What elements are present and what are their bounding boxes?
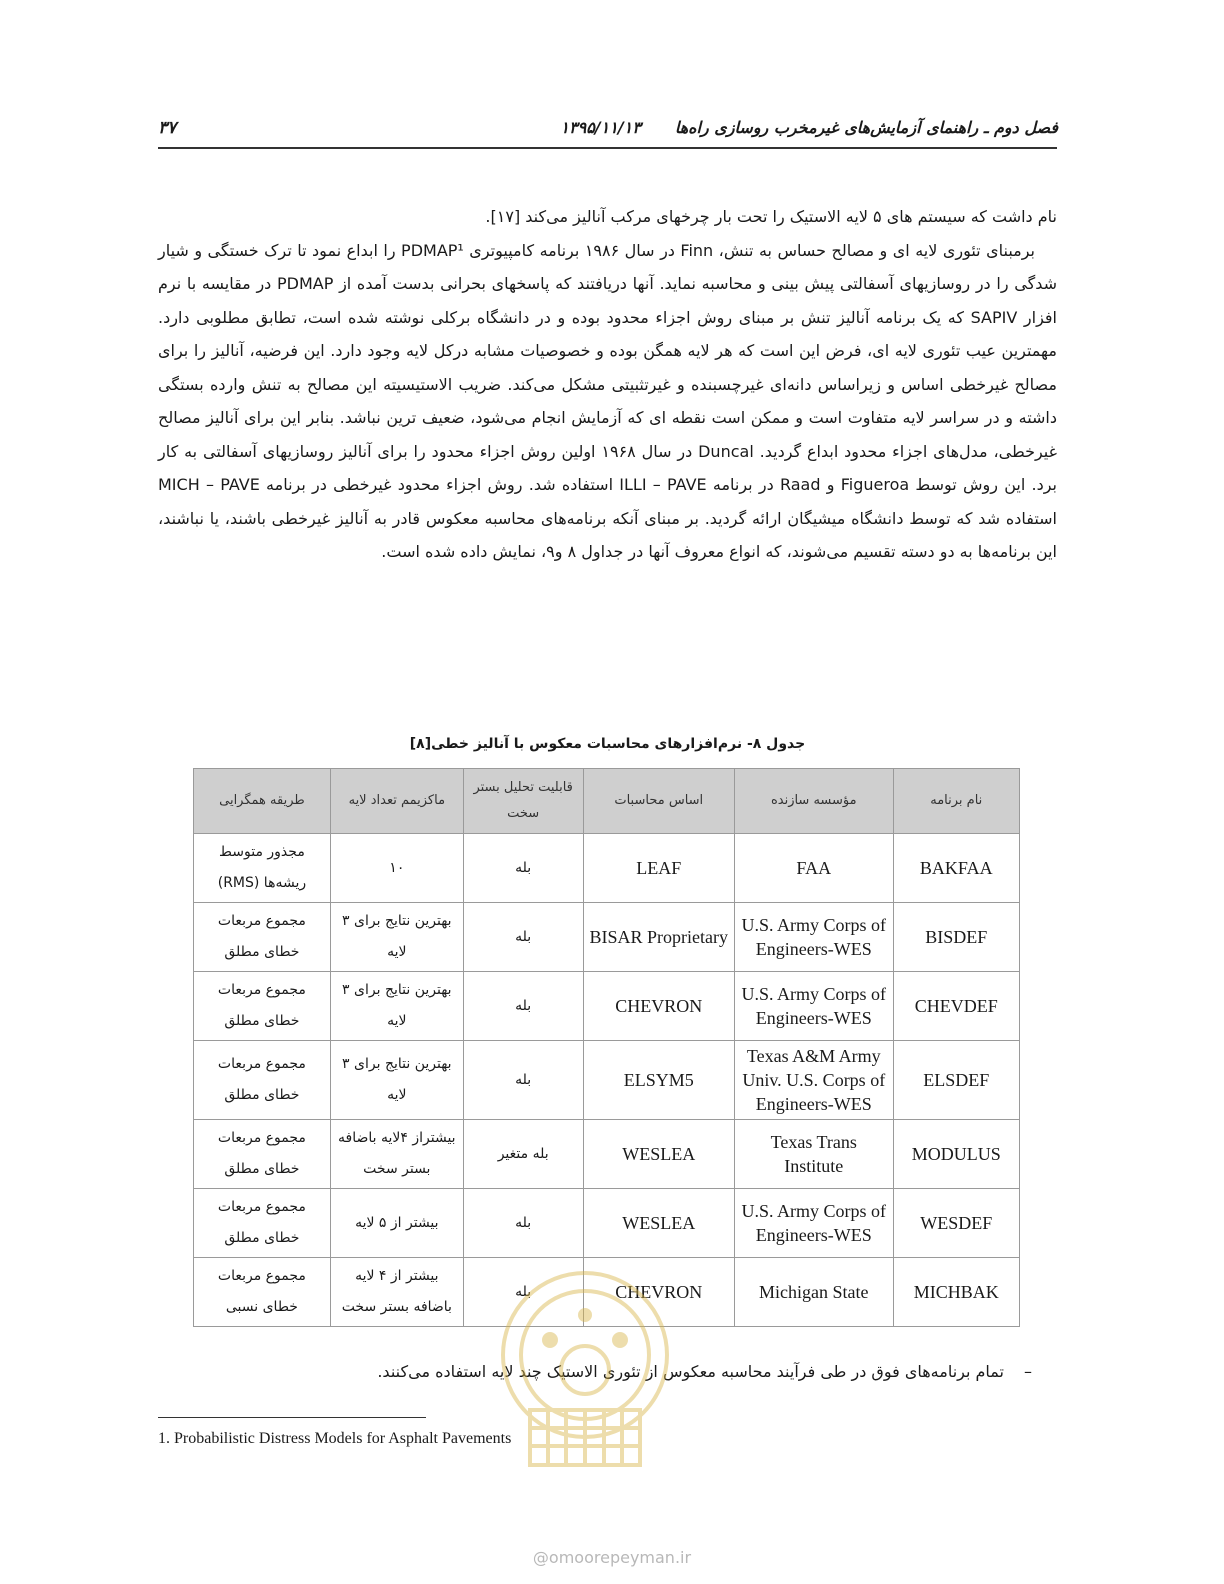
max-layers-cell: بهترین نتایج برای ۳ لایه <box>330 972 463 1041</box>
program-name-cell: BAKFAA <box>893 834 1019 903</box>
watermark-url-text: omoorepeyman.ir <box>548 1548 692 1567</box>
bullet-note-text: تمام برنامه‌های فوق در طی فرآیند محاسبه معکوس از تئوری الاستیک چند لایه استفاده می‌کنند. <box>377 1362 1004 1381</box>
max-layers-cell: بهترین نتایج برای ۳ لایه <box>330 1041 463 1120</box>
bedrock-capability-cell: بله <box>463 834 583 903</box>
footnote: 1. Probabilistic Distress Models for Asphalt Pavements <box>158 1430 512 1447</box>
table-row <box>194 1120 1020 1189</box>
convergence-method-cell: مجموع مربعات خطای نسبی <box>194 1258 331 1327</box>
max-layers-cell: بیشتر از ۴ لایه باضافه بستر سخت <box>330 1258 463 1327</box>
program-name-cell: WESDEF <box>893 1189 1019 1258</box>
column-header: نام برنامه <box>893 769 1019 834</box>
column-header: مؤسسه سازنده <box>735 769 894 834</box>
institution-cell: U.S. Army Corps of Engineers-WES <box>735 903 894 972</box>
column-header: قابلیت تحلیل بستر سخت <box>463 769 583 834</box>
max-layers-cell: بهترین نتایج برای ۳ لایه <box>330 903 463 972</box>
column-header: اساس محاسبات <box>583 769 734 834</box>
institution-cell: U.S. Army Corps of Engineers-WES <box>735 1189 894 1258</box>
table-row <box>194 972 1020 1041</box>
institution-cell: Texas Trans Institute <box>735 1120 894 1189</box>
table-row <box>194 834 1020 903</box>
calculation-basis-cell: ELSYM5 <box>583 1041 734 1120</box>
page-number: ۳۷ <box>158 118 177 138</box>
paragraph: برمبنای تئوری لایه ای و مصالح حساس به تنش، Finn در سال ۱۹۸۶ برنامه کامپیوتری PDMAP¹ را ابداع نمود تا ترک خستگی و شیار شدگی را در روسازیهای آسفالتی پیش بینی و محاسبه نماید. آنها دریافتند که پاسخهای بحرانی بدست آمده از PDMAP در مقایسه با نرم افزار SAPIV که یک برنامه آنالیز تنش بر مبنای روش اجزاء محدود بوده و در دانشگاه برکلی نوشته شده است، تطابق مطلوبی دارد. مهمترین عیب تئوری لایه ای، فرض این است که هر لایه همگن بوده و خصوصیات مشابه درکل لایه وجود دارد. این فرضیه، آنالیز را برای مصالح غیرخطی اساس و زیراساس دانه‌ای غیرچسبنده و غیرتثبیتی مشکل می‌کند. ضریب الاستیسیته این مصالح به تنش وارده بستگی داشته و در سراسر لایه متفاوت است و ممکن است نقطه ای که آزمایش انجام می‌شود، ضعیف ترین نباشد. بنابر این برای آنالیز مصالح غیرخطی، مدل‌های اجزاء محدود ابداع گردید. Duncal در سال ۱۹۶۸ اولین روش اجزاء محدود را برای آنالیز روسازیهای آسفالتی به کار برد. این روش توسط Figueroa و Raad در برنامه ILLI – PAVE استفاده شد. روش اجزاء محدود غیرخطی در برنامه MICH – PAVE استفاده شد که توسط دانشگاه میشیگان ارائه گردید. بر مبنای آنکه برنامه‌های محاسبه معکوس قادر به آنالیز غیرخطی باشند، یا نباشند، این برنامه‌ها به دو دسته تقسیم می‌شوند، که انواع معروف آنها در جداول ۸ و۹، نمایش داده شده است. <box>158 240 1058 561</box>
calculation-basis-cell: LEAF <box>583 834 734 903</box>
max-layers-cell: بیشتراز ۴لایه باضافه بستر سخت <box>330 1120 463 1189</box>
table-row <box>194 1189 1020 1258</box>
table-row <box>194 903 1020 972</box>
header-date: ۱۳۹۵/۱۱/۱۳ <box>560 118 641 137</box>
calculation-basis-cell: CHEVRON <box>583 972 734 1041</box>
program-name-cell: MODULUS <box>893 1120 1019 1189</box>
program-name-cell: ELSDEF <box>893 1041 1019 1120</box>
convergence-method-cell: مجموع مربعات خطای مطلق <box>194 1120 331 1189</box>
max-layers-cell: ۱۰ <box>330 834 463 903</box>
watermark-symbol: @ <box>532 1548 549 1567</box>
program-name-cell: CHEVDEF <box>893 972 1019 1041</box>
institution-cell: U.S. Army Corps of Engineers-WES <box>735 972 894 1041</box>
watermark-url <box>0 1548 1224 1567</box>
bedrock-capability-cell: بله <box>463 1041 583 1120</box>
column-header: ماکزیمم تعداد لایه <box>330 769 463 834</box>
chapter-title: فصل دوم ـ راهنمای آزمایش‌های غیرمخرب روسازی راه‌ها <box>674 118 1058 137</box>
convergence-method-cell: مجموع مربعات خطای مطلق <box>194 903 331 972</box>
institution-cell: Texas A&M Army Univ. U.S. Corps of Engineers-WES <box>735 1041 894 1120</box>
calculation-basis-cell: WESLEA <box>583 1120 734 1189</box>
bedrock-capability-cell: بله متغیر <box>463 1120 583 1189</box>
bullet-dash: – <box>1024 1362 1032 1381</box>
institution-cell: Michigan State <box>735 1258 894 1327</box>
institution-cell: FAA <box>735 834 894 903</box>
bedrock-capability-cell: بله <box>463 1258 583 1327</box>
table-row <box>194 1258 1020 1327</box>
running-header <box>560 118 1058 137</box>
bullet-note <box>377 1362 1032 1381</box>
calculation-basis-cell: CHEVRON <box>583 1258 734 1327</box>
max-layers-cell: بیشتر از ۵ لایه <box>330 1189 463 1258</box>
convergence-method-cell: مجموع مربعات خطای مطلق <box>194 1189 331 1258</box>
data-table <box>193 768 1020 1327</box>
table-header-row <box>194 769 1020 834</box>
program-name-cell: BISDEF <box>893 903 1019 972</box>
table-caption: جدول ۸- نرم‌افزارهای محاسبات معکوس با آنالیز خطی[۸] <box>409 736 806 752</box>
calculation-basis-cell: WESLEA <box>583 1189 734 1258</box>
body-text <box>158 200 1057 569</box>
paragraph: نام داشت که سیستم های ۵ لایه الاستیک را تحت بار چرخهای مرکب آنالیز می‌کند [۱۷]. <box>485 207 1057 226</box>
calculation-basis-cell: BISAR Proprietary <box>583 903 734 972</box>
bedrock-capability-cell: بله <box>463 1189 583 1258</box>
footnote-divider <box>158 1417 426 1418</box>
bedrock-capability-cell: بله <box>463 972 583 1041</box>
convergence-method-cell: مجموع مربعات خطای مطلق <box>194 1041 331 1120</box>
bedrock-capability-cell: بله <box>463 903 583 972</box>
program-name-cell: MICHBAK <box>893 1258 1019 1327</box>
column-header: طریقه همگرایی <box>194 769 331 834</box>
header-divider <box>158 147 1057 149</box>
convergence-method-cell: مجذور متوسط ریشه‌ها (RMS) <box>194 834 331 903</box>
table-row <box>194 1041 1020 1120</box>
convergence-method-cell: مجموع مربعات خطای مطلق <box>194 972 331 1041</box>
